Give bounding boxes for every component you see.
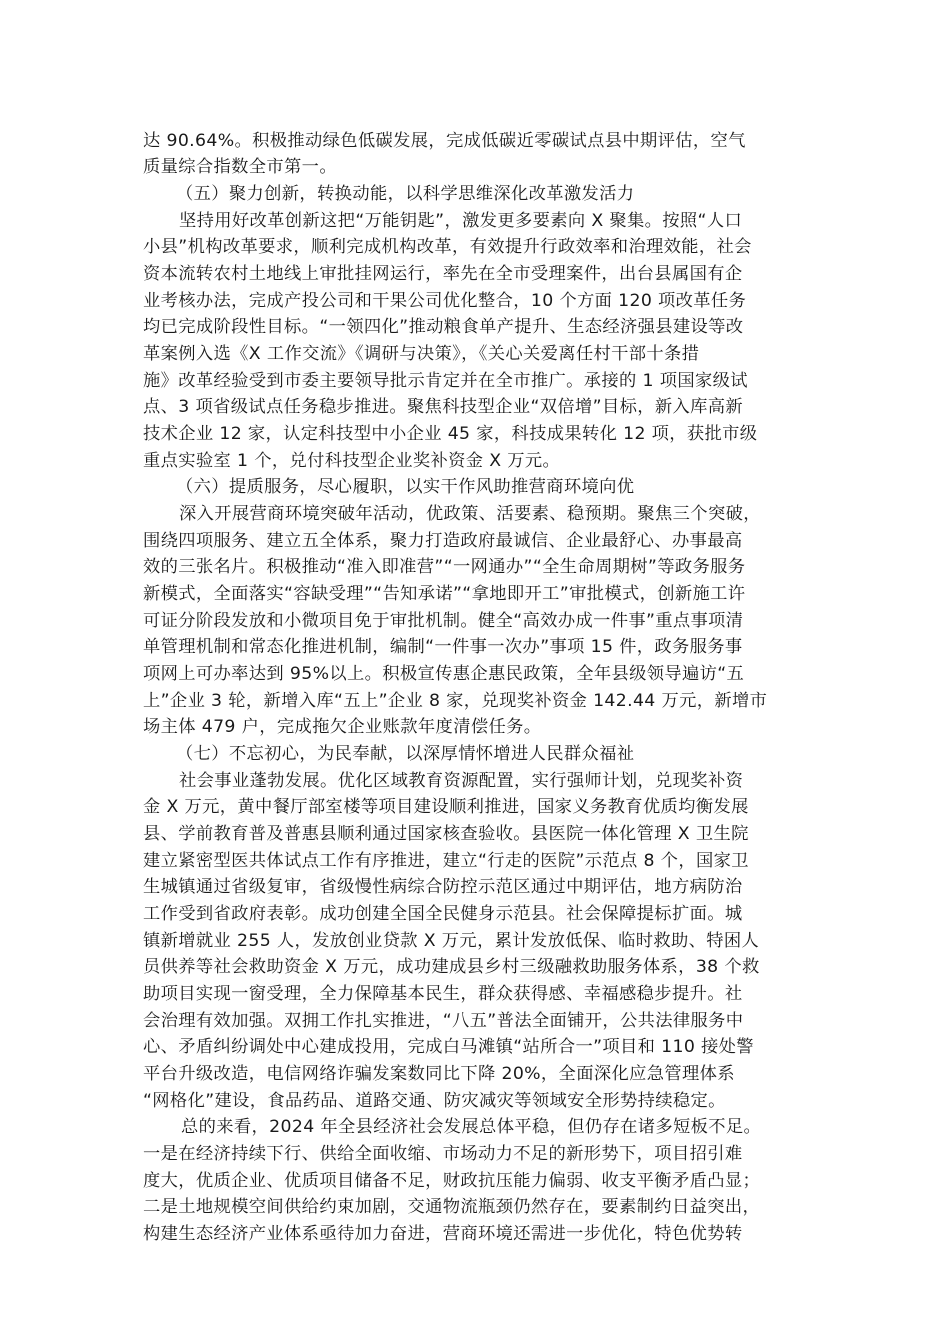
paragraph-line: 构建生态经济产业体系亟待加力奋进，营商环境还需进一步优化，特色优势转 xyxy=(143,1224,743,1244)
paragraph-line: 资本流转农村土地线上审批挂网运行，率先在全市受理案件，出台县属国有企 xyxy=(143,264,743,284)
paragraph-line: 二是土地规模空间供给约束加剧，交通物流瓶颈仍然存在，要素制约日益突出， xyxy=(143,1197,761,1217)
section-heading: （五）聚力创新，转换动能，以科学思维深化改革激发活力 xyxy=(176,184,635,204)
paragraph-line: 效的三张名片。积极推动“准入即准营”“一网通办”“全生命周期树”等政务服务 xyxy=(143,557,746,577)
paragraph-line: 平台升级改造，电信网络诈骗发案数同比下降 20%，全面深化应急管理体系 xyxy=(143,1064,735,1084)
section-heading: （七）不忘初心，为民奉献，以深厚情怀增进人民群众福祉 xyxy=(176,744,635,764)
paragraph-line: 业考核办法，完成产投公司和干果公司优化整合，10 个方面 120 项改革任务 xyxy=(143,291,747,311)
paragraph-line: 重点实验室 1 个，兑付科技型企业奖补资金 X 万元。 xyxy=(143,451,561,471)
paragraph-line: 场主体 479 户，完成拖欠企业账款年度清偿任务。 xyxy=(143,717,542,737)
paragraph-line: 技术企业 12 家，认定科技型中小企业 45 家，科技成果转化 12 项，获批市级 xyxy=(143,424,758,444)
paragraph-line: 度大，优质企业、优质项目储备不足，财政抗压能力偏弱、收支平衡矛盾凸显； xyxy=(143,1171,761,1191)
paragraph-line: 深入开展营商环境突破年活动，优政策、活要素、稳预期。聚焦三个突破， xyxy=(179,504,761,524)
paragraph-line: 革案例入选《X 工作交流》《调研与决策》，《关心关爱离任村干部十条措 xyxy=(143,344,700,364)
paragraph-line: 工作受到省政府表彰。成功创建全国全民健身示范县。社会保障提标扩面。城 xyxy=(143,904,743,924)
paragraph-line: 镇新增就业 255 人，发放创业贷款 X 万元，累计发放低保、临时救助、特困人 xyxy=(143,931,760,951)
paragraph-line: 生城镇通过省级复审，省级慢性病综合防控示范区通过中期评估，地方病防治 xyxy=(143,877,743,897)
paragraph-line: 总的来看，2024 年全县经济社会发展总体平稳，但仍存在诸多短板不足。 xyxy=(181,1117,762,1137)
paragraph-line: 社会事业蓬勃发展。优化区域教育资源配置，实行强师计划，兑现奖补资 xyxy=(179,771,744,791)
paragraph-line: 均已完成阶段性目标。“一领四化”推动粮食单产提升、生态经济强县建设等改 xyxy=(143,317,744,337)
paragraph-line: 坚持用好改革创新这把“万能钥匙”，激发更多要素向 X 聚集。按照“人口 xyxy=(179,211,743,231)
paragraph-line: 一是在经济持续下行、供给全面收缩、市场动力不足的新形势下，项目招引难 xyxy=(143,1144,743,1164)
paragraph-line: 围绕四项服务、建立五全体系，聚力打造政府最诚信、企业最舒心、办事最高 xyxy=(143,531,743,551)
paragraph-line: “网格化”建设，食品药品、道路交通、防灾减灾等领域安全形势持续稳定。 xyxy=(143,1091,726,1111)
section-heading: （六）提质服务，尽心履职，以实干作风助推营商环境向优 xyxy=(176,477,635,497)
paragraph-line: 会治理有效加强。双拥工作扎实推进，“八五”普法全面铺开，公共法律服务中 xyxy=(143,1011,744,1031)
paragraph-line: 县、学前教育普及普惠县顺利通过国家核查验收。县医院一体化管理 X 卫生院 xyxy=(143,824,749,844)
paragraph-line: 建立紧密型医共体试点工作有序推进，建立“行走的医院”示范点 8 个，国家卫 xyxy=(143,851,749,871)
paragraph-line: 新模式，全面落实“容缺受理”“告知承诺”“拿地即开工”审批模式，创新施工许 xyxy=(143,584,746,604)
paragraph-line: 项网上可办率达到 95%以上。积极宣传惠企惠民政策，全年县级领导遍访“五 xyxy=(143,664,745,684)
paragraph-line: 达 90.64%。积极推动绿色低碳发展，完成低碳近零碳试点县中期评估，空气 xyxy=(143,131,746,151)
paragraph-line: 金 X 万元，黄中餐厅部室楼等项目建设顺利推进，国家义务教育优质均衡发展 xyxy=(143,797,749,817)
paragraph-line: 助项目实现一窗受理，全力保障基本民生，群众获得感、幸福感稳步提升。社 xyxy=(143,984,743,1004)
paragraph-line: 小县”机构改革要求，顺利完成机构改革，有效提升行政效率和治理效能，社会 xyxy=(143,237,752,257)
paragraph-line: 上”企业 3 轮，新增入库“五上”企业 8 家，兑现奖补资金 142.44 万元，新增市 xyxy=(143,691,768,711)
paragraph-line: 质量综合指数全市第一。 xyxy=(143,157,337,177)
paragraph-line: 施》改革经验受到市委主要领导批示肯定并在全市推广。承接的 1 项国家级试 xyxy=(143,371,748,391)
paragraph-line: 员供养等社会救助资金 X 万元，成功建成县乡村三级融救助服务体系，38 个救 xyxy=(143,957,760,977)
paragraph-line: 可证分阶段发放和小微项目免于审批机制。健全“高效办成一件事”重点事项清 xyxy=(143,611,744,631)
paragraph-line: 单管理机制和常态化推进机制，编制“一件事一次办”事项 15 件，政务服务事 xyxy=(143,637,743,657)
paragraph-line: 心、矛盾纠纷调处中心建成投用，完成白马滩镇“站所合一”项目和 110 接处警 xyxy=(143,1037,754,1057)
paragraph-line: 点、3 项省级试点任务稳步推进。聚焦科技型企业“双倍增”目标，新入库高新 xyxy=(143,397,743,417)
